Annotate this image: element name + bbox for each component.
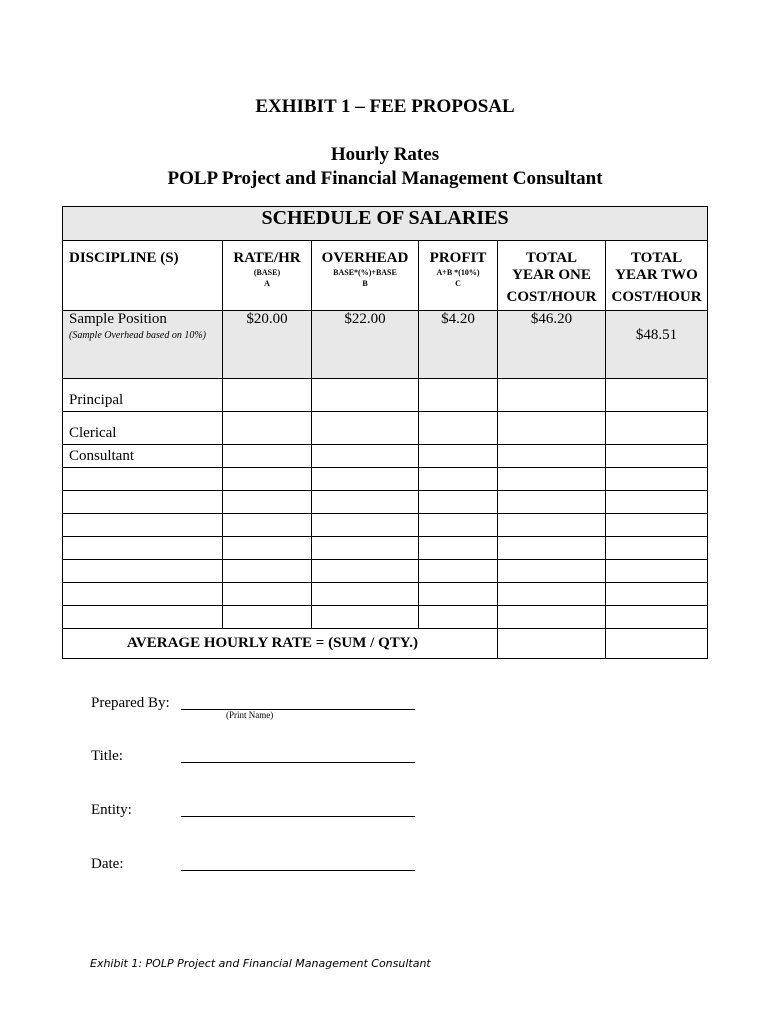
table-cell[interactable]: [312, 560, 419, 583]
table-row: [63, 412, 708, 445]
sample-row: [63, 311, 708, 379]
date-line[interactable]: [181, 870, 415, 871]
title-line[interactable]: [181, 762, 415, 763]
table-cell[interactable]: [312, 537, 419, 560]
discipline-clerical: Clerical: [63, 412, 223, 445]
schedule-of-salaries-table: [62, 206, 708, 659]
table-cell[interactable]: [63, 514, 223, 537]
table-cell[interactable]: [606, 560, 708, 583]
table-cell[interactable]: [498, 606, 606, 629]
table-row: [63, 560, 708, 583]
table-row: [63, 583, 708, 606]
table-cell[interactable]: [606, 468, 708, 491]
table-cell[interactable]: [223, 514, 312, 537]
date-label: Date:: [91, 856, 124, 872]
table-cell[interactable]: [419, 468, 498, 491]
table-cell[interactable]: [498, 412, 606, 445]
table-cell[interactable]: [312, 445, 419, 468]
table-cell[interactable]: [606, 412, 708, 445]
table-cell[interactable]: [312, 514, 419, 537]
discipline-principal: Principal: [63, 379, 223, 412]
table-cell[interactable]: [498, 445, 606, 468]
table-cell[interactable]: [223, 379, 312, 412]
title-label: Title:: [91, 748, 123, 764]
col-header-profit: PROFIT A+B *(10%) C: [419, 241, 498, 311]
table-row: [63, 445, 708, 468]
col-header-total-year-one: TOTAL YEAR ONE COST/HOUR: [498, 241, 606, 311]
col-header-total-year-two: TOTAL YEAR TWO COST/HOUR: [606, 241, 708, 311]
table-cell[interactable]: [223, 468, 312, 491]
col-header-rate: RATE/HR (BASE) A: [223, 241, 312, 311]
table-row: [63, 491, 708, 514]
prepared-by-line[interactable]: [181, 709, 415, 710]
exhibit-title: EXHIBIT 1 – FEE PROPOSAL: [255, 96, 515, 117]
table-cell[interactable]: [419, 560, 498, 583]
col-header-overhead: OVERHEAD BASE*(%)+BASE B: [312, 241, 419, 311]
sample-position-cell: [63, 311, 223, 379]
sample-total-year-one: $46.20: [498, 311, 606, 379]
table-row: [63, 606, 708, 629]
prepared-by-label: Prepared By:: [91, 695, 170, 711]
table-cell[interactable]: [606, 537, 708, 560]
sample-profit: $4.20: [419, 311, 498, 379]
subtitle-consultant: POLP Project and Financial Management Consultant: [167, 168, 603, 189]
table-cell[interactable]: [498, 379, 606, 412]
table-cell[interactable]: [223, 537, 312, 560]
table-cell[interactable]: [419, 491, 498, 514]
table-cell[interactable]: [63, 468, 223, 491]
table-cell[interactable]: [312, 379, 419, 412]
table-cell[interactable]: [498, 468, 606, 491]
table-cell[interactable]: [606, 491, 708, 514]
discipline-consultant: Consultant: [63, 445, 223, 468]
print-name-caption: (Print Name): [226, 710, 274, 720]
table-cell[interactable]: [223, 606, 312, 629]
table-cell[interactable]: [419, 537, 498, 560]
sample-rate: $20.00: [223, 311, 312, 379]
table-cell[interactable]: [419, 606, 498, 629]
table-row: [63, 379, 708, 412]
table-cell[interactable]: [606, 606, 708, 629]
table-cell[interactable]: [498, 560, 606, 583]
page-footer: Exhibit 1: POLP Project and Financial Management Consultant: [90, 957, 431, 970]
table-cell[interactable]: [498, 583, 606, 606]
table-cell[interactable]: [419, 445, 498, 468]
table-row: [63, 514, 708, 537]
table-cell[interactable]: [498, 514, 606, 537]
table-cell[interactable]: [63, 606, 223, 629]
table-cell[interactable]: [419, 514, 498, 537]
table-cell[interactable]: [606, 514, 708, 537]
table-cell[interactable]: [63, 537, 223, 560]
table-cell[interactable]: [606, 583, 708, 606]
average-row: [63, 629, 708, 659]
table-cell[interactable]: [63, 583, 223, 606]
subtitle-hourly-rates: Hourly Rates: [330, 144, 440, 165]
table-row: [63, 468, 708, 491]
sample-position: Sample Position: [69, 311, 167, 327]
table-cell[interactable]: [223, 583, 312, 606]
table-cell[interactable]: [223, 560, 312, 583]
average-year-two-cell[interactable]: [606, 629, 708, 659]
schedule-title: SCHEDULE OF SALARIES: [63, 207, 708, 241]
sample-overhead: $22.00: [312, 311, 419, 379]
entity-line[interactable]: [181, 816, 415, 817]
table-cell[interactable]: [223, 445, 312, 468]
col-header-discipline: DISCIPLINE (S): [63, 241, 223, 311]
average-hourly-rate-label: AVERAGE HOURLY RATE = (SUM / QTY.): [63, 629, 498, 659]
entity-label: Entity:: [91, 802, 132, 818]
table-cell[interactable]: [419, 583, 498, 606]
table-cell[interactable]: [223, 491, 312, 514]
table-cell[interactable]: [498, 537, 606, 560]
table-cell[interactable]: [498, 491, 606, 514]
table-cell[interactable]: [312, 412, 419, 445]
sample-note: (Sample Overhead based on 10%): [69, 330, 207, 341]
sample-total-year-two: $48.51: [606, 311, 708, 379]
column-header-row: [63, 241, 708, 311]
table-row: [63, 537, 708, 560]
table-cell[interactable]: [312, 583, 419, 606]
table-cell[interactable]: [63, 491, 223, 514]
table-cell[interactable]: [419, 379, 498, 412]
table-cell[interactable]: [312, 468, 419, 491]
table-cell[interactable]: [312, 491, 419, 514]
table-cell[interactable]: [223, 412, 312, 445]
table-cell[interactable]: [606, 445, 708, 468]
average-year-one-cell[interactable]: [498, 629, 606, 659]
table-cell[interactable]: [606, 379, 708, 412]
table-cell[interactable]: [312, 606, 419, 629]
table-cell[interactable]: [63, 560, 223, 583]
table-cell[interactable]: [419, 412, 498, 445]
